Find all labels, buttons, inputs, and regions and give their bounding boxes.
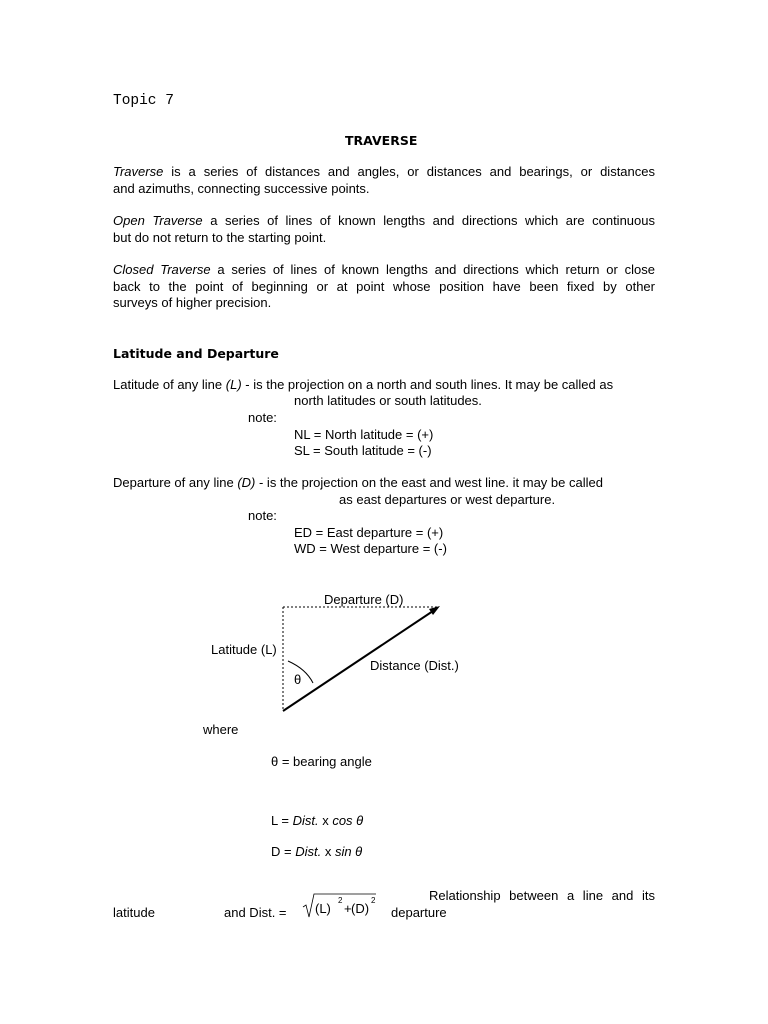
formula-l: (L) (315, 901, 331, 916)
latitude-departure-diagram (200, 585, 500, 725)
latitude-label: Latitude (L) (211, 642, 277, 657)
traverse-term: Traverse (113, 164, 164, 179)
theta-label: θ (294, 672, 302, 687)
formula-d: (D) (351, 901, 370, 916)
departure-formula (271, 844, 362, 861)
formula-plus: + (344, 901, 352, 916)
latitude-continuation: north latitudes or south latitudes. (294, 393, 482, 408)
closed-traverse-term: Closed Traverse (113, 262, 211, 277)
departure-formula-dist: Dist. (295, 844, 322, 859)
departure-pre: Departure of any line (113, 475, 234, 490)
open-traverse-text-1: a series of lines of known lengths and directions which are continuous (210, 213, 655, 228)
formula-d-exp: 2 (371, 896, 376, 905)
relationship-departure-word: departure (391, 905, 447, 920)
departure-continuation: as east departures or west departure. (339, 492, 556, 507)
open-traverse-text-2: but do not return to the starting point. (113, 229, 327, 245)
departure-formula-lhs: D = (271, 844, 296, 859)
north-latitude-note: NL = North latitude = (+) (294, 427, 434, 442)
south-latitude-note: SL = South latitude = (-) (294, 443, 432, 458)
closed-traverse-text-1: a series of lines of known lengths and directions which return or close (217, 262, 655, 277)
east-departure-note: ED = East departure = (+) (294, 525, 444, 540)
where-label: where (203, 722, 239, 737)
latitude-rest: - is the projection on a north and south lines. It may be called as (245, 377, 614, 392)
latitude-definition (113, 377, 613, 394)
section-heading: Latitude and Departure (113, 346, 279, 361)
distance-formula (300, 890, 382, 922)
bearing-definition: θ = bearing angle (271, 754, 372, 769)
departure-formula-fn: sin θ (334, 844, 363, 859)
distance-label: Distance (Dist.) (370, 658, 459, 673)
latitude-pre: Latitude of any line (113, 377, 223, 392)
latitude-formula-lhs: L = (271, 813, 293, 828)
latitude-symbol: (L) (225, 377, 242, 392)
closed-traverse-text-3: surveys of higher precision. (113, 295, 272, 310)
traverse-text-2: and azimuths, connecting successive points. (113, 180, 370, 196)
latitude-formula-times: x (318, 813, 333, 828)
departure-rest: - is the projection on the east and west line. it may be called (258, 475, 603, 490)
traverse-definition (113, 164, 655, 197)
closed-traverse-text-2: back to the point of beginning or at point whose position have been fixed by other (113, 278, 655, 294)
open-traverse-definition (113, 213, 655, 246)
traverse-text-1: is a series of distances and angles, or distances and bearings, or distances (171, 164, 655, 179)
open-traverse-term: Open Traverse (113, 213, 203, 228)
latitude-formula-dist: Dist. (292, 813, 319, 828)
departure-definition (113, 475, 603, 492)
departure-symbol: (D) (237, 475, 256, 490)
topic-heading: Topic 7 (113, 93, 174, 109)
relationship-text: Relationship between a line and its (429, 888, 655, 903)
latitude-formula (271, 813, 363, 830)
relationship-and-dist: and Dist. = (224, 905, 287, 920)
departure-formula-times: x (321, 844, 335, 859)
closed-traverse-definition (113, 262, 655, 312)
departure-note-label: note: (248, 508, 277, 523)
latitude-formula-fn: cos θ (332, 813, 364, 828)
page-title: TRAVERSE (345, 133, 418, 148)
relationship-latitude-word: latitude (113, 905, 155, 920)
latitude-note-label: note: (248, 410, 277, 425)
formula-l-exp: 2 (338, 896, 343, 905)
west-departure-note: WD = West departure = (-) (294, 541, 447, 556)
departure-label: Departure (D) (324, 592, 404, 607)
